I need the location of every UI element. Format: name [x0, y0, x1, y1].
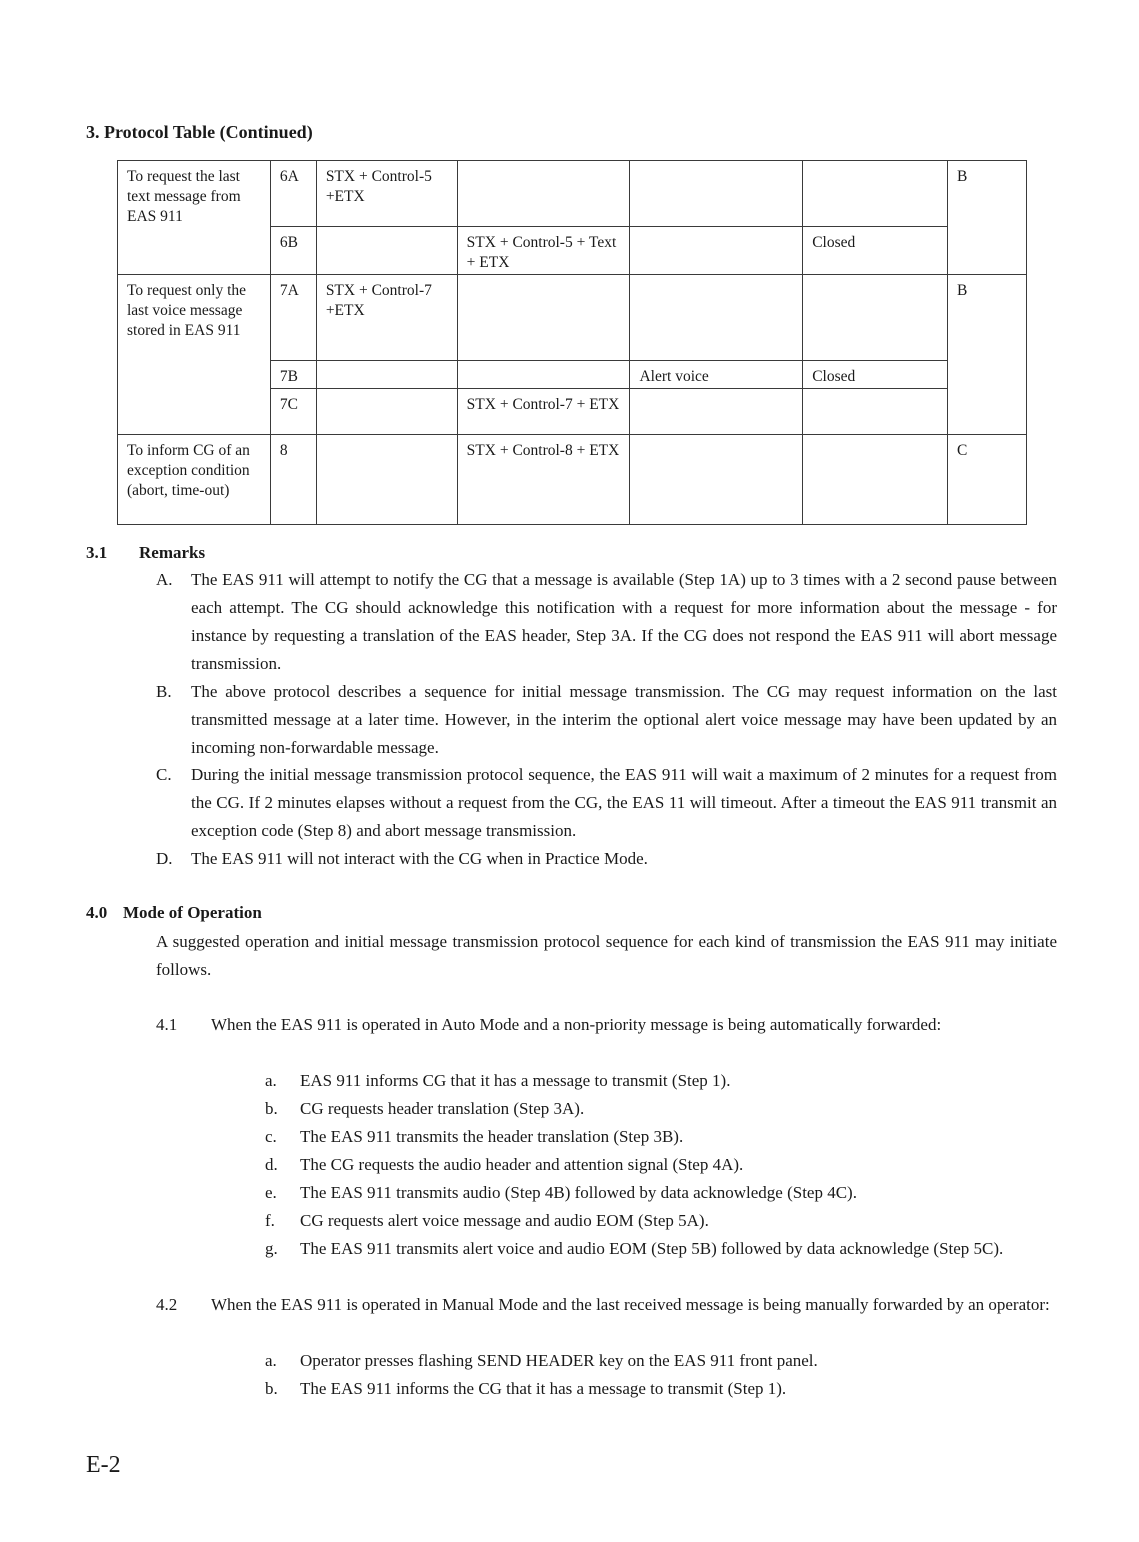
step-letter: b.	[265, 1099, 278, 1118]
table-row	[118, 161, 1027, 227]
list-item-letter: B.	[156, 682, 172, 701]
list-item-text: The EAS 911 will attempt to notify the CG that a message is available (Step 1A) up to 3 times with a 2 second pause between each attempt. The CG should acknowledge this notification with a request for more information about the message - for instance by requesting a translation of the EAS header, Step 3A. If the CG does not respond the EAS 911 will abort message transmission.	[191, 570, 1057, 673]
table-cell: C	[948, 435, 1027, 525]
table-cell	[630, 161, 803, 227]
table-cell: 7B	[270, 361, 316, 389]
table-cell: STX + Control-8 + ETX	[457, 435, 630, 525]
step-letter: b.	[265, 1379, 278, 1398]
table-cell	[316, 435, 457, 525]
table-cell: Alert voice	[630, 361, 803, 389]
section-intro: A suggested operation and initial message transmission protocol sequence for each kind of transmission the EAS 911 may initiate follows.	[156, 932, 1057, 979]
section-title: Mode of Operation	[123, 903, 262, 922]
table-cell: 8	[270, 435, 316, 525]
table-cell: 6B	[270, 227, 316, 275]
table-cell	[630, 275, 803, 361]
table-cell	[630, 435, 803, 525]
step-text: The EAS 911 transmits alert voice and audio EOM (Step 5B) followed by data acknowledge (Step 5C).	[300, 1239, 1004, 1258]
step-text: The EAS 911 informs the CG that it has a message to transmit (Step 1).	[300, 1379, 787, 1398]
table-cell: STX + Control-5 +ETX	[316, 161, 457, 227]
table-cell	[803, 161, 948, 227]
list-item-text: During the initial message transmission protocol sequence, the EAS 911 will wait a maximum of 2 minutes for a request from the CG. If 2 minutes elapses without a request from the CG, the EAS 11 will timeout. After a timeout the EAS 911 transmit an exception code (Step 8) and abort message transmission.	[191, 765, 1057, 840]
table-cell	[316, 389, 457, 435]
table-cell: Closed	[803, 227, 948, 275]
section-number: 3.1	[86, 543, 108, 562]
protocol-table	[117, 160, 1027, 525]
table-row	[118, 435, 1027, 525]
list-item-letter: A.	[156, 570, 173, 589]
table-row	[118, 275, 1027, 361]
table-cell: To inform CG of an exception condition (abort, time-out)	[118, 435, 271, 525]
table-cell	[457, 275, 630, 361]
section-heading: 3. Protocol Table (Continued)	[86, 122, 313, 142]
subsection-number: 4.1	[156, 1015, 178, 1034]
table-cell: 7A	[270, 275, 316, 361]
step-letter: f.	[265, 1211, 275, 1230]
table-cell	[803, 275, 948, 361]
list-item-letter: C.	[156, 765, 172, 784]
subsection-text: When the EAS 911 is operated in Manual Mode and the last received message is being manually forwarded by an operator:	[211, 1295, 1050, 1314]
table-cell: STX + Control-7 + ETX	[457, 389, 630, 435]
table-cell	[803, 389, 948, 435]
step-text: CG requests header translation (Step 3A).	[300, 1099, 585, 1118]
table-cell	[316, 227, 457, 275]
subsection-number: 4.2	[156, 1295, 178, 1314]
table-cell	[457, 161, 630, 227]
step-text: The EAS 911 transmits audio (Step 4B) followed by data acknowledge (Step 4C).	[300, 1183, 857, 1202]
table-cell: 6A	[270, 161, 316, 227]
table-cell	[630, 389, 803, 435]
table-cell: STX + Control-5 + Text + ETX	[457, 227, 630, 275]
step-letter: a.	[265, 1351, 277, 1370]
subsection-text: When the EAS 911 is operated in Auto Mode and a non-priority message is being automatically forwarded:	[211, 1015, 942, 1034]
table-cell	[316, 361, 457, 389]
table-cell: 7C	[270, 389, 316, 435]
step-text: CG requests alert voice message and audio EOM (Step 5A).	[300, 1211, 709, 1230]
step-letter: g.	[265, 1239, 278, 1258]
step-letter: c.	[265, 1127, 277, 1146]
step-text: EAS 911 informs CG that it has a message to transmit (Step 1).	[300, 1071, 731, 1090]
step-text: The CG requests the audio header and attention signal (Step 4A).	[300, 1155, 744, 1174]
table-cell: To request the last text message from EAS 911	[118, 161, 271, 275]
table-cell: To request only the last voice message stored in EAS 911	[118, 275, 271, 435]
list-item-text: The EAS 911 will not interact with the CG when in Practice Mode.	[191, 849, 648, 868]
step-letter: d.	[265, 1155, 278, 1174]
list-item-text: The above protocol describes a sequence for initial message transmission. The CG may request information on the last transmitted message at a later time. However, in the interim the optional alert voice message may have been updated by an incoming non-forwardable message.	[191, 682, 1057, 757]
table-cell: STX + Control-7 +ETX	[316, 275, 457, 361]
section-title: Remarks	[139, 543, 206, 562]
section-number: 4.0	[86, 903, 108, 922]
table-cell	[457, 361, 630, 389]
table-cell	[630, 227, 803, 275]
table-cell: B	[948, 161, 1027, 275]
table-cell	[803, 435, 948, 525]
page-number: E-2	[86, 1452, 121, 1478]
step-text: The EAS 911 transmits the header translation (Step 3B).	[300, 1127, 684, 1146]
step-text: Operator presses flashing SEND HEADER key on the EAS 911 front panel.	[300, 1351, 818, 1370]
table-cell: Closed	[803, 361, 948, 389]
list-item-letter: D.	[156, 849, 173, 868]
step-letter: e.	[265, 1183, 277, 1202]
table-cell: B	[948, 275, 1027, 435]
step-letter: a.	[265, 1071, 277, 1090]
